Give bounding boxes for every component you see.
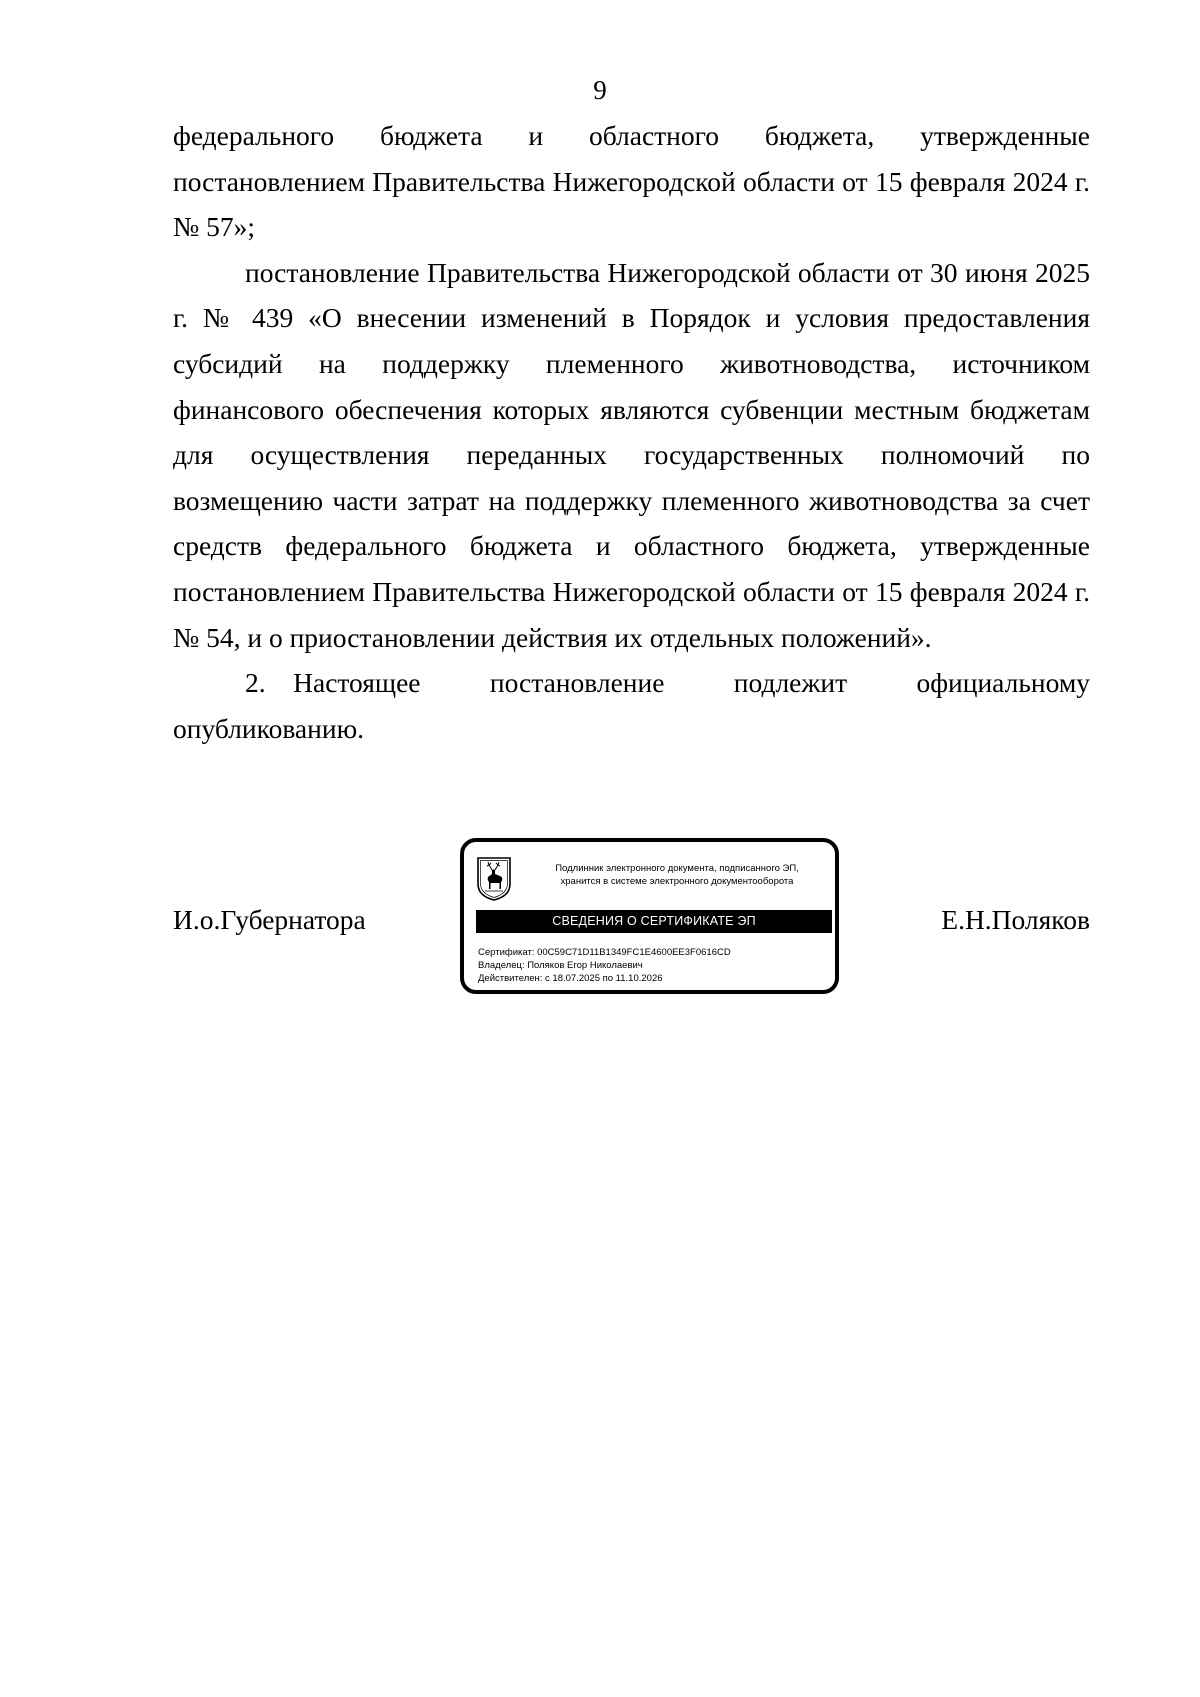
stamp-header-line2: хранится в системе электронного документооборота: [560, 876, 794, 887]
certificate-owner: Владелец: Поляков Егор Николаевич: [478, 960, 643, 971]
certificate-info-bar: СВЕДЕНИЯ О СЕРТИФИКАТЕ ЭП: [476, 910, 832, 933]
stamp-header-line1: Подлинник электронного документа, подписанного ЭП,: [555, 863, 799, 874]
signatory-position: И.о.Губернатора: [173, 904, 366, 935]
document-body: [173, 113, 1090, 751]
paragraph-resolution-439: постановление Правительства Нижегородской области от 30 июня 2025 г. № 439 «О внесении изменений в Порядок и условия предоставления субсидий на поддержку племенного животноводства, источником финансового обеспечения которых являются субвенции местным бюджетам для осуществления переданных государственных полномочий по возмещению части затрат на поддержку племенного животноводства за счет средств федерального бюджета и областного бюджета, утвержденные постановлением Правительства Нижегородской области от 15 февраля 2024 г. № 54, и о приостановлении действия их отдельных положений».: [173, 256, 1090, 653]
coat-of-arms-icon: [476, 856, 512, 902]
signatory-name: Е.Н.Поляков: [941, 904, 1090, 935]
certificate-details: [478, 946, 828, 985]
certificate-validity: Действителен: с 18.07.2025 по 11.10.2026: [478, 973, 663, 984]
e-signature-stamp: [460, 838, 839, 994]
paragraph-continuation: федерального бюджета и областного бюджета, утвержденные постановлением Правительства Нижегородской области от 15 февраля 2024 г. № 57»;: [173, 120, 1090, 243]
page-number: 9: [593, 75, 607, 105]
paragraph-publication-clause: 2. Настоящее постановление подлежит официальному опубликованию.: [173, 667, 1090, 744]
certificate-serial: Сертификат: 00C59C71D11B1349FC1E4600EE3F0616CD: [478, 947, 731, 958]
stamp-header-text: [522, 862, 832, 888]
